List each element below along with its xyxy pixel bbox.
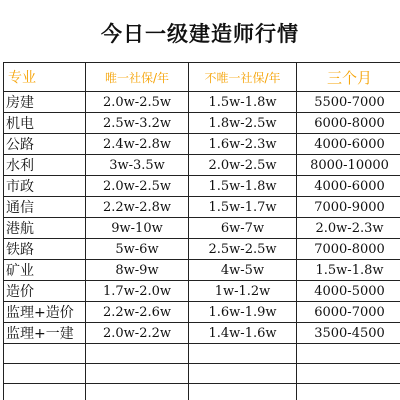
three-month-price-cell: 7000-8000 [297, 239, 400, 260]
table-row [4, 344, 400, 364]
non-exclusive-price-cell: 1.6w-1.9w [189, 302, 297, 323]
specialty-cell [4, 344, 86, 364]
exclusive-price-cell: 1.7w-2.0w [86, 281, 189, 302]
page-title: 今日一级建造师行情 [101, 22, 299, 46]
three-month-price-cell: 3500-4500 [297, 323, 400, 344]
exclusive-price-cell [86, 384, 189, 400]
specialty-cell: 机电 [4, 113, 86, 134]
exclusive-price-cell [86, 344, 189, 364]
three-month-price-cell: 6000-7000 [297, 302, 400, 323]
three-month-price-cell [297, 344, 400, 364]
specialty-cell: 港航 [4, 218, 86, 239]
specialty-cell: 矿业 [4, 260, 86, 281]
three-month-price-cell [297, 364, 400, 384]
non-exclusive-price-cell: 1w-1.2w [189, 281, 297, 302]
non-exclusive-price-cell: 2.5w-2.5w [189, 239, 297, 260]
specialty-cell: 水利 [4, 155, 86, 176]
table-row [4, 239, 400, 260]
exclusive-price-cell: 2.4w-2.8w [86, 134, 189, 155]
header-three-months: 三个月 [297, 63, 400, 92]
table-row [4, 302, 400, 323]
three-month-price-cell: 1.5w-1.8w [297, 260, 400, 281]
non-exclusive-price-cell: 1.8w-2.5w [189, 113, 297, 134]
table-row [4, 134, 400, 155]
header-non-exclusive-social-security: 不唯一社保/年 [189, 63, 297, 92]
specialty-cell [4, 364, 86, 384]
exclusive-price-cell: 2.0w-2.5w [86, 92, 189, 113]
three-month-price-cell: 5500-7000 [297, 92, 400, 113]
table-row [4, 113, 400, 134]
non-exclusive-price-cell [189, 344, 297, 364]
three-month-price-cell: 4000-6000 [297, 176, 400, 197]
exclusive-price-cell: 3w-3.5w [86, 155, 189, 176]
table-row [4, 197, 400, 218]
exclusive-price-cell: 2.0w-2.2w [86, 323, 189, 344]
exclusive-price-cell [86, 364, 189, 384]
exclusive-price-cell: 2.2w-2.6w [86, 302, 189, 323]
table-row [4, 364, 400, 384]
non-exclusive-price-cell: 4w-5w [189, 260, 297, 281]
non-exclusive-price-cell: 1.5w-1.8w [189, 176, 297, 197]
three-month-price-cell [297, 384, 400, 400]
specialty-cell: 铁路 [4, 239, 86, 260]
non-exclusive-price-cell: 1.5w-1.8w [189, 92, 297, 113]
three-month-price-cell: 4000-6000 [297, 134, 400, 155]
specialty-cell: 监理+造价 [4, 302, 86, 323]
table-header-row [4, 63, 400, 92]
table-row [4, 323, 400, 344]
three-month-price-cell: 7000-9000 [297, 197, 400, 218]
three-month-price-cell: 2.0w-2.3w [297, 218, 400, 239]
non-exclusive-price-cell: 1.5w-1.7w [189, 197, 297, 218]
non-exclusive-price-cell: 1.4w-1.6w [189, 323, 297, 344]
exclusive-price-cell: 8w-9w [86, 260, 189, 281]
table-row [4, 281, 400, 302]
table-row [4, 260, 400, 281]
non-exclusive-price-cell [189, 384, 297, 400]
specialty-cell: 公路 [4, 134, 86, 155]
non-exclusive-price-cell: 1.6w-2.3w [189, 134, 297, 155]
specialty-cell: 监理+一建 [4, 323, 86, 344]
specialty-cell [4, 384, 86, 400]
specialty-cell: 造价 [4, 281, 86, 302]
salary-table [3, 62, 400, 400]
exclusive-price-cell: 5w-6w [86, 239, 189, 260]
table-row [4, 155, 400, 176]
non-exclusive-price-cell [189, 364, 297, 384]
exclusive-price-cell: 2.0w-2.5w [86, 176, 189, 197]
three-month-price-cell: 6000-8000 [297, 113, 400, 134]
header-specialty: 专业 [4, 63, 86, 92]
three-month-price-cell: 8000-10000 [297, 155, 400, 176]
exclusive-price-cell: 2.5w-3.2w [86, 113, 189, 134]
specialty-cell: 通信 [4, 197, 86, 218]
specialty-cell: 市政 [4, 176, 86, 197]
table-row [4, 92, 400, 113]
three-month-price-cell: 4000-5000 [297, 281, 400, 302]
table-row [4, 176, 400, 197]
exclusive-price-cell: 2.2w-2.8w [86, 197, 189, 218]
exclusive-price-cell: 9w-10w [86, 218, 189, 239]
table-row [4, 384, 400, 400]
non-exclusive-price-cell: 2.0w-2.5w [189, 155, 297, 176]
header-exclusive-social-security: 唯一社保/年 [86, 63, 189, 92]
table-row [4, 218, 400, 239]
specialty-cell: 房建 [4, 92, 86, 113]
non-exclusive-price-cell: 6w-7w [189, 218, 297, 239]
